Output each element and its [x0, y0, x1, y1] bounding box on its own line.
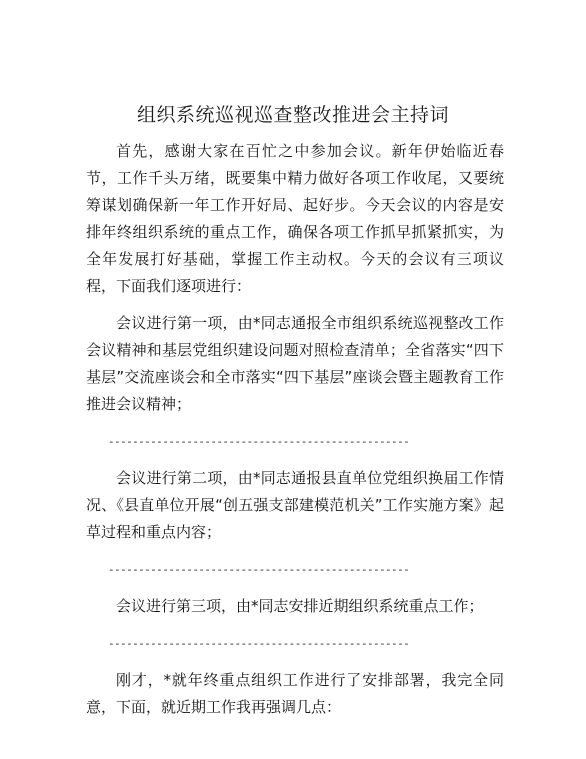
spacer: [86, 620, 504, 630]
dashed-divider: --------------------------------------------------: [108, 563, 410, 576]
intro-paragraph: 首先，感谢大家在百忙之中参加会议。新年伊始临近春节，工作千头万绪，既要集中精力做好各项工作收尾，又要统筹谋划确保新一年工作开好局、起好步。今天会议的内容是安排年终组织系统的重点工作，确保各项工作抓早抓紧抓实，为全年发展打好基础，掌握工作主动权。今天的会议有三项议程，下面我们逐项进行：: [86, 142, 504, 295]
spacer: [86, 583, 504, 593]
document-body: [86, 138, 504, 721]
closing-paragraph: 刚才，*就年终重点组织工作进行了安排部署，我完全同意，下面，就近期工作我再强调几点：: [86, 671, 504, 716]
spacer: [86, 418, 504, 428]
spacer: [86, 546, 504, 556]
spacer: [86, 657, 504, 667]
dashed-divider: --------------------------------------------------: [108, 435, 410, 448]
dashed-divider: --------------------------------------------------: [108, 637, 410, 650]
agenda-item-1: 会议进行第一项，由*同志通报全市组织系统巡视整改工作会议精神和基层党组织建设问题对照检查清单；全省落实“四下基层”交流座谈会和全市落实“四下基层”座谈会暨主题教育工作推进会议精神；: [86, 314, 504, 413]
spacer: [86, 455, 504, 465]
agenda-item-2: 会议进行第二项，由*同志通报县直单位党组织换届工作情况、《县直单位开展“创五强支部建模范机关”工作实施方案》起草过程和重点内容；: [86, 469, 504, 541]
spacer: [86, 300, 504, 310]
agenda-item-3: 会议进行第三项，由*同志安排近期组织系统重点工作；: [116, 597, 484, 615]
document-title: 组织系统巡视巡查整改推进会主持词: [136, 104, 449, 126]
